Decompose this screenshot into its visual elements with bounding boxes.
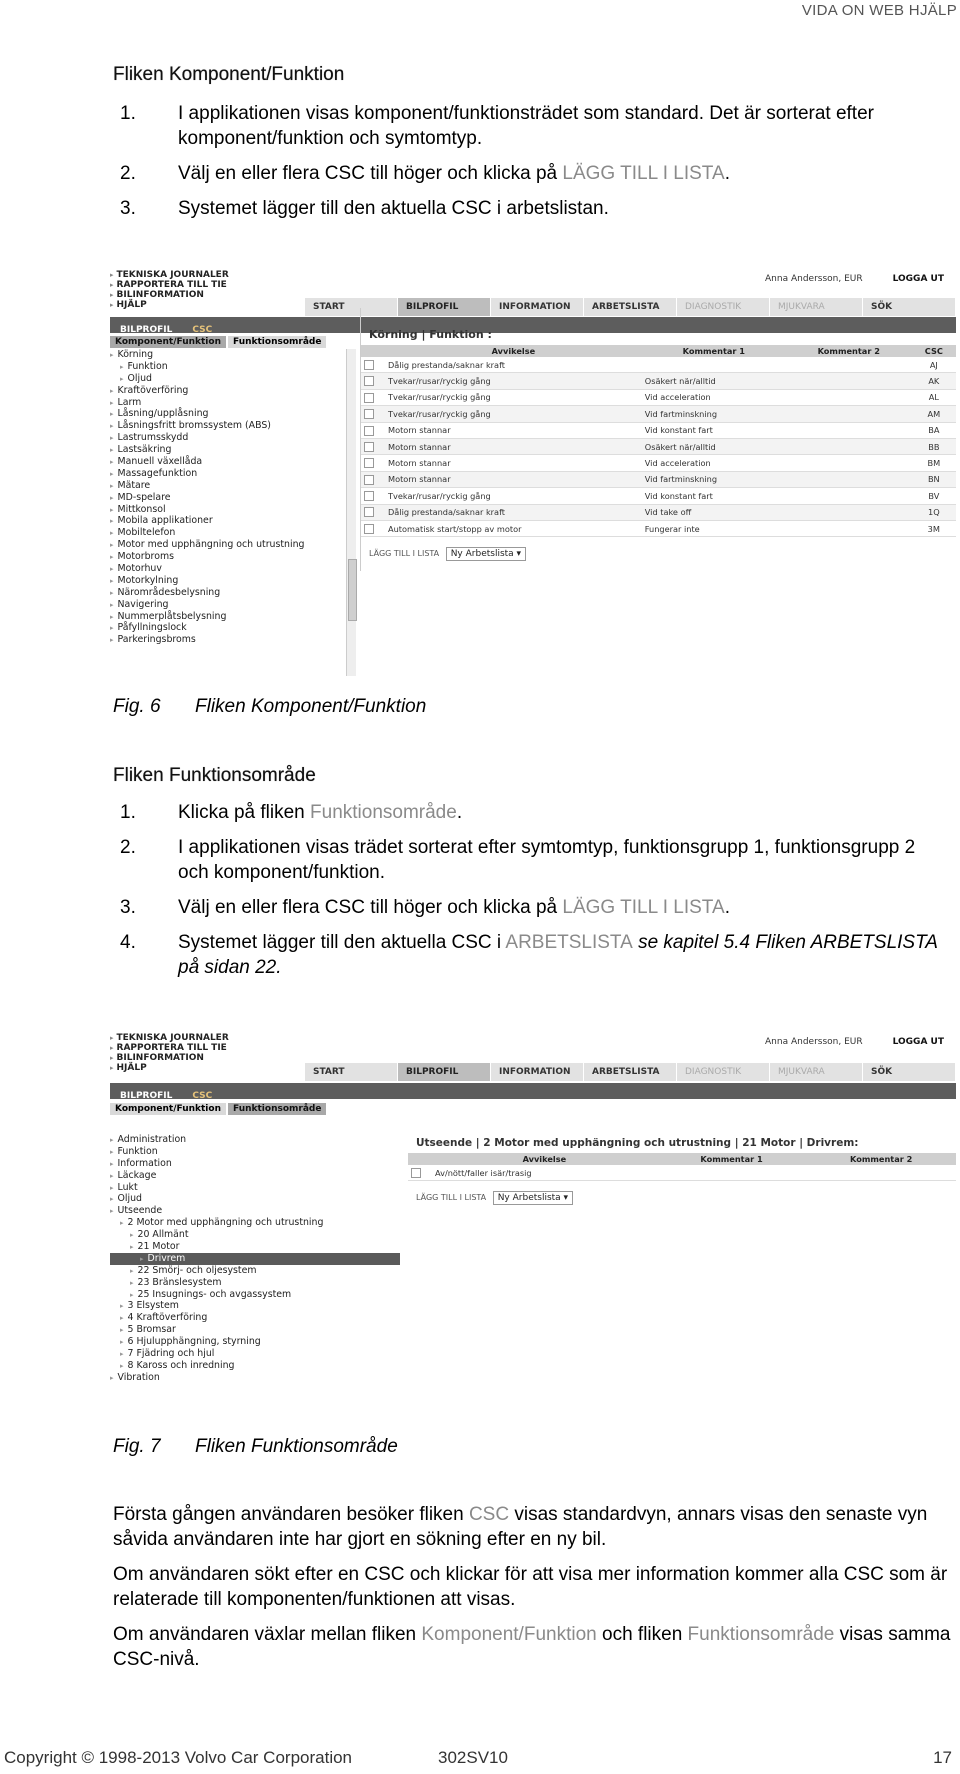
link-komponent-funktion[interactable]: Komponent/Funktion: [421, 1624, 597, 1645]
steps-list-2: [113, 800, 948, 990]
tree-item[interactable]: ▸ 25 Insugnings- och avgassystem: [110, 1289, 400, 1301]
tree-item[interactable]: ▸ Lukt: [110, 1182, 400, 1194]
scroll-thumb[interactable]: [348, 559, 357, 621]
table-cell: Av/nött/faller isär/trasig: [432, 1165, 657, 1181]
row-checkbox[interactable]: [364, 426, 374, 436]
tree-item[interactable]: ▸ Drivrem: [110, 1253, 400, 1265]
tree-item[interactable]: ▸ Oljud: [110, 373, 345, 385]
tree-item[interactable]: ▸ 6 Hjulupphängning, styrning: [110, 1336, 400, 1348]
tree-item[interactable]: ▸ 21 Motor: [110, 1241, 400, 1253]
user-area: [765, 1037, 944, 1047]
table-cell: [786, 438, 912, 454]
tree-item[interactable]: ▸ Lastsäkring: [110, 444, 345, 456]
tree-item[interactable]: ▸ 3 Elsystem: [110, 1300, 400, 1312]
tree-item[interactable]: ▸ 7 Fjädring och hjul: [110, 1348, 400, 1360]
sub-nav: [110, 1083, 956, 1099]
tree-item[interactable]: ▸ Motor med upphängning och utrustning: [110, 539, 345, 551]
step-item: 2. I applikationen visas trädet sorterat efter symtomtyp, funktionsgrupp 1, funktionsgrupp 2 och komponent/funktion.: [120, 837, 916, 883]
add-to-list-bar: [361, 537, 956, 571]
top-link[interactable]: ▸ TEKNISKA JOURNALER: [110, 1033, 229, 1043]
tree-item[interactable]: ▸ 8 Kaross och inredning: [110, 1360, 400, 1372]
table-row[interactable]: [361, 488, 956, 504]
figure-caption-6: Fig. 6 Fliken Komponent/Funktion: [113, 696, 427, 717]
table-cell: Tvekar/rusar/ryckig gång: [385, 389, 642, 405]
tree-item[interactable]: ▸ Mobiltelefon: [110, 527, 345, 539]
tree-item[interactable]: ▸ 2 Motor med upphängning och utrustning: [110, 1217, 400, 1229]
step-item: 3. Systemet lägger till den aktuella CSC i arbetslistan.: [120, 198, 609, 219]
screenshot-funktionsomrade: [110, 1033, 956, 1423]
subtab-csc[interactable]: CSC: [192, 1091, 213, 1101]
table-cell: BN: [912, 471, 956, 487]
tree-item[interactable]: ▸ Vibration: [110, 1372, 400, 1384]
table-cell: [806, 1165, 956, 1181]
tree-item[interactable]: ▸ Manuell växellåda: [110, 456, 345, 468]
content-tabs: [110, 1103, 328, 1115]
section-heading-komponent: Fliken Komponent/Funktion: [113, 64, 345, 85]
table-cell: Dålig prestanda/saknar kraft: [385, 357, 642, 373]
logout-link[interactable]: LOGGA UT: [892, 274, 944, 284]
table-cell: [786, 422, 912, 438]
tree-item[interactable]: ▸ 4 Kraftöverföring: [110, 1312, 400, 1324]
row-checkbox[interactable]: [364, 491, 374, 501]
doc-header: VIDA ON WEB HJÄLP: [801, 2, 957, 19]
table-cell: [786, 389, 912, 405]
table-cell: BM: [912, 455, 956, 471]
tree-item[interactable]: ▸ Parkeringsbroms: [110, 634, 345, 646]
main-tabs: [305, 1063, 956, 1081]
step-item: 3. Välj en eller flera CSC till höger och klicka på LÄGG TILL I LISTA.: [120, 897, 730, 918]
row-checkbox[interactable]: [364, 360, 374, 370]
tab-diagnostik[interactable]: DIAGNOSTIK: [677, 298, 770, 316]
row-checkbox[interactable]: [364, 507, 374, 517]
csc-table: [361, 345, 956, 537]
table-cell: Vid konstant fart: [642, 488, 786, 504]
col-header: Avvikelse: [385, 345, 642, 357]
col-header: CSC: [912, 345, 956, 357]
link-funktionsomrade[interactable]: Funktionsområde: [310, 802, 457, 823]
tree-item[interactable]: ▸ 5 Bromsar: [110, 1324, 400, 1336]
tab-bilprofil[interactable]: BILPROFIL: [398, 298, 491, 316]
table-cell: Tvekar/rusar/ryckig gång: [385, 373, 642, 389]
col-header: Kommentar 1: [657, 1153, 807, 1165]
tab-komponent-funktion[interactable]: Komponent/Funktion: [110, 336, 226, 348]
table-row[interactable]: [361, 422, 956, 438]
add-to-list-button[interactable]: LÄGG TILL I LISTA: [416, 1193, 487, 1203]
paragraph: Första gången användaren besöker fliken CSC visas standardvyn, annars visas den senaste vyn såvida användaren inte har gjort en sökning efter en ny bil.: [113, 1504, 928, 1550]
row-checkbox[interactable]: [364, 393, 374, 403]
table-cell: Automatisk start/stopp av motor: [385, 520, 642, 536]
section-heading-funktionsomrade: Fliken Funktionsområde: [113, 765, 316, 786]
table-cell: BA: [912, 422, 956, 438]
table-cell: Tvekar/rusar/ryckig gång: [385, 488, 642, 504]
table-cell: AJ: [912, 357, 956, 373]
tab-start[interactable]: START: [305, 298, 398, 316]
table-cell: [786, 520, 912, 536]
tree-item[interactable]: ▸ Motorbroms: [110, 551, 345, 563]
link-arbetslista[interactable]: ARBETSLISTA: [505, 932, 633, 953]
table-cell: Osäkert när/alltid: [642, 438, 786, 454]
table-row[interactable]: [361, 471, 956, 487]
col-header: Kommentar 1: [642, 345, 786, 357]
table-cell: Motorn stannar: [385, 438, 642, 454]
list-select[interactable]: Ny Arbetslista ▾: [493, 1191, 573, 1205]
link-funktionsomrade[interactable]: Funktionsområde: [687, 1624, 835, 1645]
table-cell: AM: [912, 406, 956, 422]
csc-panel: [408, 1133, 956, 1215]
subtab-bilprofil[interactable]: BILPROFIL: [120, 1091, 173, 1101]
tree-item[interactable]: ▸ 20 Allmänt: [110, 1229, 400, 1241]
table-cell: Motorn stannar: [385, 471, 642, 487]
top-link[interactable]: ▸ HJÄLP: [110, 300, 229, 310]
table-cell: [786, 471, 912, 487]
tab-information[interactable]: INFORMATION: [491, 298, 584, 316]
table-cell: Motorn stannar: [385, 455, 642, 471]
logout-link[interactable]: LOGGA UT: [892, 1037, 944, 1047]
subtab-bilprofil[interactable]: BILPROFIL: [120, 325, 173, 335]
figure-caption-7: Fig. 7 Fliken Funktionsområde: [113, 1436, 398, 1457]
table-row[interactable]: [361, 389, 956, 405]
panel-title: Utseende | 2 Motor med upphängning och utrustning | 21 Motor | Drivrem:: [416, 1137, 859, 1149]
tree-item[interactable]: ▸ Utseende: [110, 1205, 400, 1217]
table-row[interactable]: [361, 373, 956, 389]
tree-item[interactable]: ▸ Information: [110, 1158, 400, 1170]
table-cell: [657, 1165, 807, 1181]
user-name: Anna Andersson, EUR: [765, 1037, 863, 1047]
tree-item[interactable]: ▸ Mobila applikationer: [110, 515, 345, 527]
row-checkbox[interactable]: [364, 458, 374, 468]
list-select[interactable]: Ny Arbetslista ▾: [446, 547, 526, 561]
tab-information[interactable]: INFORMATION: [491, 1063, 584, 1081]
step-item: 2. Välj en eller flera CSC till höger och klicka på LÄGG TILL I LISTA.: [120, 163, 730, 184]
tree-item[interactable]: ▸ Kraftöverföring: [110, 385, 345, 397]
table-cell: 3M: [912, 520, 956, 536]
tab-mjukvara[interactable]: MJUKVARA: [770, 1063, 863, 1081]
tree-item[interactable]: ▸ 22 Smörj- och oljesystem: [110, 1265, 400, 1277]
top-links: [110, 1033, 229, 1073]
step-item: 1. Klicka på fliken Funktionsområde.: [120, 802, 463, 823]
tree-item[interactable]: ▸ Lastrumsskydd: [110, 432, 345, 444]
table-cell: Vid konstant fart: [642, 422, 786, 438]
table-row[interactable]: [361, 406, 956, 422]
table-cell: Vid acceleration: [642, 389, 786, 405]
table-cell: Dålig prestanda/saknar kraft: [385, 504, 642, 520]
tree-item[interactable]: ▸ Massagefunktion: [110, 468, 345, 480]
tab-sok[interactable]: SÖK: [863, 298, 956, 316]
footer-code: 302SV10: [438, 1748, 508, 1767]
row-checkbox[interactable]: [364, 442, 374, 452]
table-cell: Vid fartminskning: [642, 406, 786, 422]
tree-item[interactable]: ▸ Oljud: [110, 1193, 400, 1205]
user-area: [765, 274, 944, 284]
top-link[interactable]: ▸ BILINFORMATION: [110, 1053, 229, 1063]
tree-item[interactable]: ▸ Navigering: [110, 599, 345, 611]
table-cell: Vid acceleration: [642, 455, 786, 471]
top-link[interactable]: ▸ RAPPORTERA TILL TIE: [110, 280, 229, 290]
row-checkbox[interactable]: [364, 376, 374, 386]
paragraph: Om användaren sökt efter en CSC och klickar för att visa mer information kommer alla CSC som är relaterade till komponenten/funktionen att visas.: [113, 1564, 948, 1610]
row-checkbox[interactable]: [364, 409, 374, 419]
tree-item[interactable]: ▸ Närområdesbelysning: [110, 587, 345, 599]
top-link[interactable]: ▸ TEKNISKA JOURNALER: [110, 270, 229, 280]
content-tabs: [110, 336, 328, 348]
link-lagg-till[interactable]: LÄGG TILL I LISTA: [562, 163, 725, 184]
tree-item[interactable]: ▸ MD-spelare: [110, 492, 345, 504]
tree-item[interactable]: ▸ Motorhuv: [110, 563, 345, 575]
component-tree: [110, 349, 345, 646]
table-row[interactable]: [361, 504, 956, 520]
table-cell: Vid take off: [642, 504, 786, 520]
tree-item[interactable]: ▸ Läckage: [110, 1170, 400, 1182]
table-row[interactable]: [361, 438, 956, 454]
panel-title: Körning | Funktion :: [369, 328, 492, 341]
step-item: 4. Systemet lägger till den aktuella CSC i ARBETSLISTA se kapitel 5.4 Fliken ARBETSLISTA på sidan 22.: [120, 932, 938, 978]
row-checkbox[interactable]: [411, 1168, 421, 1178]
top-link[interactable]: ▸ RAPPORTERA TILL TIE: [110, 1043, 229, 1053]
add-to-list-button[interactable]: LÄGG TILL I LISTA: [369, 549, 440, 559]
tree-item[interactable]: ▸ Funktion: [110, 1146, 400, 1158]
subtab-csc[interactable]: CSC: [192, 325, 213, 335]
link-csc[interactable]: CSC: [468, 1504, 510, 1525]
step-item: 1. I applikationen visas komponent/funktionsträdet som standard. Det är sorterat efter komponent/funktion och symtomtyp.: [120, 103, 874, 149]
tree-item[interactable]: ▸ Mittkonsol: [110, 504, 345, 516]
csc-table: [408, 1153, 956, 1181]
table-row[interactable]: [361, 520, 956, 536]
tree-item[interactable]: ▸ Nummerplåtsbelysning: [110, 611, 345, 623]
table-cell: BB: [912, 438, 956, 454]
table-cell: [786, 406, 912, 422]
top-link[interactable]: ▸ HJÄLP: [110, 1063, 229, 1073]
link-lagg-till[interactable]: LÄGG TILL I LISTA: [562, 897, 725, 918]
steps-list-1: [113, 101, 948, 231]
table-cell: 1Q: [912, 504, 956, 520]
table-cell: [786, 373, 912, 389]
screenshot-komponent-funktion: [110, 270, 956, 682]
csc-panel: [360, 308, 956, 571]
table-cell: [786, 357, 912, 373]
tab-diagnostik[interactable]: DIAGNOSTIK: [677, 1063, 770, 1081]
tree-item[interactable]: ▸ Administration: [110, 1134, 400, 1146]
table-cell: [786, 455, 912, 471]
top-link[interactable]: ▸ BILINFORMATION: [110, 290, 229, 300]
table-cell: Fungerar inte: [642, 520, 786, 536]
row-checkbox[interactable]: [364, 524, 374, 534]
table-cell: AK: [912, 373, 956, 389]
function-tree: [110, 1134, 400, 1384]
user-name: Anna Andersson, EUR: [765, 274, 863, 284]
row-checkbox[interactable]: [364, 475, 374, 485]
footer-page-number: 17: [933, 1748, 952, 1767]
table-row[interactable]: [361, 357, 956, 373]
tree-item[interactable]: ▸ Mätare: [110, 480, 345, 492]
tree-item[interactable]: ▸ Körning: [110, 349, 345, 361]
tree-item[interactable]: ▸ Funktion: [110, 361, 345, 373]
top-links: [110, 270, 229, 310]
tree-item[interactable]: ▸ Påfyllningslock: [110, 622, 345, 634]
tree-item[interactable]: ▸ 23 Bränslesystem: [110, 1277, 400, 1289]
table-cell: Vid fartminskning: [642, 471, 786, 487]
col-header: Avvikelse: [432, 1153, 657, 1165]
tree-item[interactable]: ▸ Larm: [110, 397, 345, 409]
table-row[interactable]: [408, 1165, 956, 1181]
tab-komponent-funktion[interactable]: Komponent/Funktion: [110, 1103, 226, 1115]
tree-item[interactable]: ▸ Motorkylning: [110, 575, 345, 587]
tab-funktionsomrade[interactable]: Funktionsområde: [228, 336, 326, 348]
table-cell: [786, 488, 912, 504]
tab-arbetslista[interactable]: ARBETSLISTA: [584, 1063, 677, 1081]
table-cell: [786, 504, 912, 520]
tab-sok[interactable]: SÖK: [863, 1063, 956, 1081]
tree-item[interactable]: ▸ Låsningsfritt bromssystem (ABS): [110, 420, 345, 432]
tree-scrollbar[interactable]: [346, 349, 356, 676]
table-cell: Tvekar/rusar/ryckig gång: [385, 406, 642, 422]
tab-funktionsomrade[interactable]: Funktionsområde: [228, 1103, 326, 1115]
table-cell: [642, 357, 786, 373]
table-cell: BV: [912, 488, 956, 504]
tab-bilprofil[interactable]: BILPROFIL: [398, 1063, 491, 1081]
table-cell: AL: [912, 389, 956, 405]
tab-start[interactable]: START: [305, 1063, 398, 1081]
col-header: Kommentar 2: [786, 345, 912, 357]
table-cell: Motorn stannar: [385, 422, 642, 438]
footer-copyright: Copyright © 1998-2013 Volvo Car Corporation: [4, 1748, 353, 1767]
table-cell: Osäkert när/alltid: [642, 373, 786, 389]
add-to-list-bar: [408, 1181, 956, 1215]
tab-arbetslista[interactable]: ARBETSLISTA: [584, 298, 677, 316]
tree-item[interactable]: ▸ Låsning/upplåsning: [110, 408, 345, 420]
col-header: Kommentar 2: [806, 1153, 956, 1165]
table-row[interactable]: [361, 455, 956, 471]
paragraph: Om användaren växlar mellan fliken Komponent/Funktion och fliken Funktionsområde visas samma CSC-nivå.: [113, 1624, 951, 1670]
tab-mjukvara[interactable]: MJUKVARA: [770, 298, 863, 316]
